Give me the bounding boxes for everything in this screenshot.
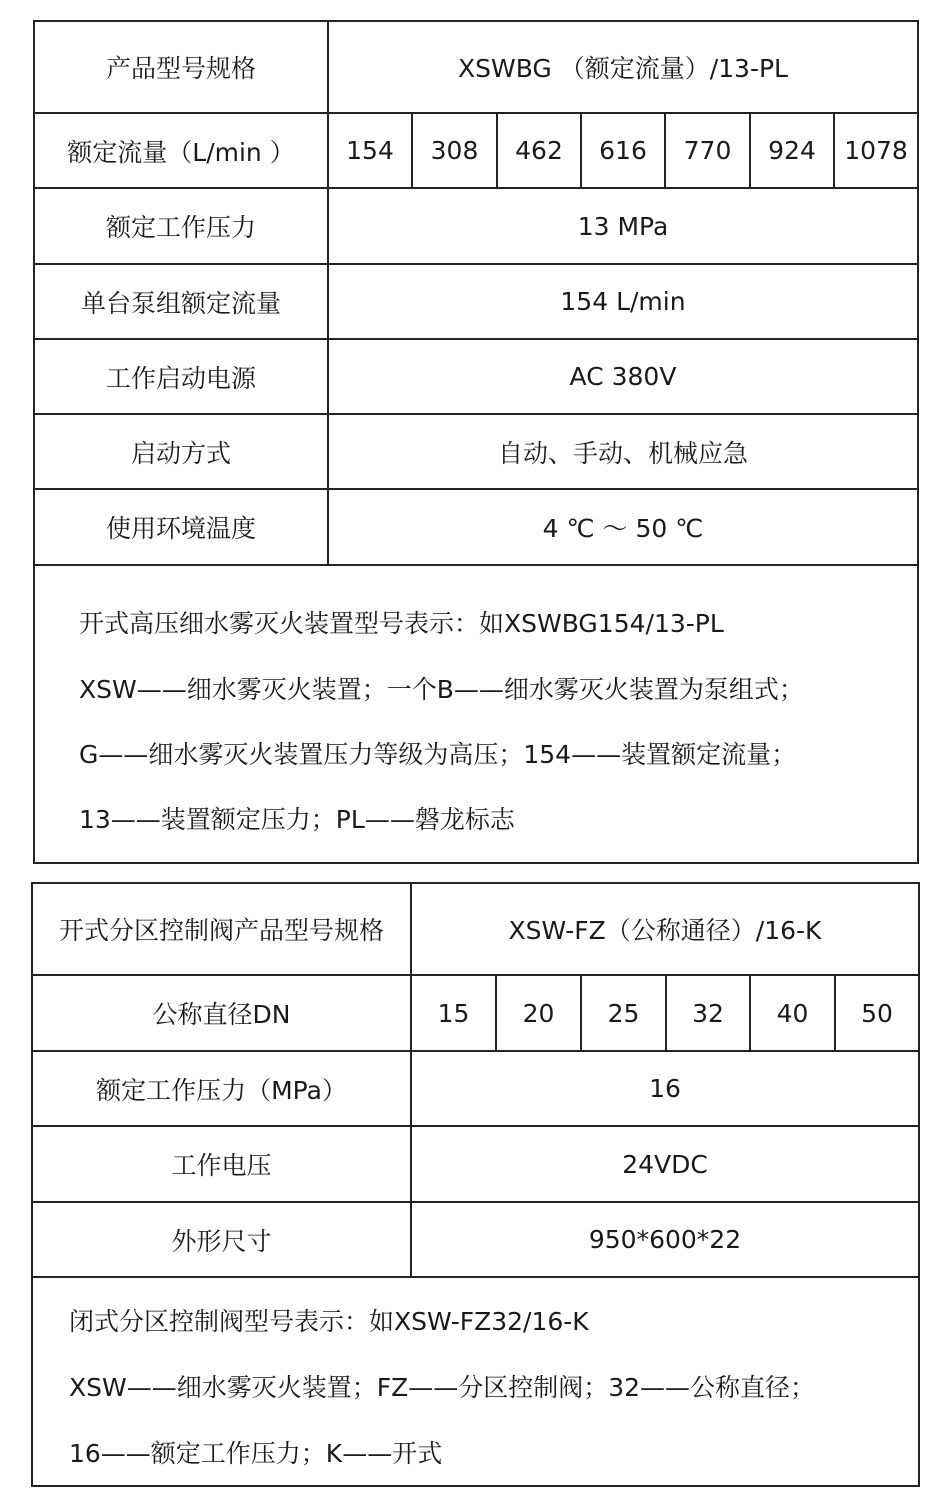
table-row bbox=[33, 1203, 918, 1278]
dn-value: 20 bbox=[497, 976, 582, 1050]
note-line: 闭式分区控制阀型号表示：如XSW-FZ32/16-K bbox=[69, 1307, 589, 1336]
table-row bbox=[33, 1127, 918, 1203]
table-row bbox=[33, 1052, 918, 1127]
row-value: 自动、手动、机械应急 bbox=[497, 438, 748, 468]
row-value: 154 L/min bbox=[560, 287, 686, 316]
flow-value: 770 bbox=[666, 114, 751, 187]
table-row bbox=[35, 490, 917, 566]
note-line: 开式高压细水雾灭火装置型号表示：如XSWBG154/13-PL bbox=[79, 609, 724, 638]
row-value: 950*600*22 bbox=[588, 1225, 742, 1254]
flow-value: 924 bbox=[751, 114, 835, 187]
table-row bbox=[35, 415, 917, 490]
row-label: 外形尺寸 bbox=[33, 1203, 412, 1276]
note-line: 16——额定工作压力；K——开式 bbox=[69, 1439, 443, 1468]
flow-value: 308 bbox=[413, 114, 498, 187]
row-label: 启动方式 bbox=[35, 415, 329, 488]
table-row bbox=[35, 265, 917, 340]
row-value: 4 ℃ ～ 50 ℃ bbox=[542, 514, 704, 543]
note-line: 13——装置额定压力；PL——磐龙标志 bbox=[79, 805, 515, 834]
row-label: 开式分区控制阀产品型号规格 bbox=[33, 884, 412, 974]
flow-value: 1078 bbox=[844, 136, 908, 165]
model-notes bbox=[35, 566, 917, 862]
row-value: AC 380V bbox=[569, 362, 677, 391]
row-value: XSWBG （额定流量）/13-PL bbox=[457, 54, 788, 83]
row-label: 额定流量（L/min ） bbox=[35, 114, 329, 187]
row-value: 13 MPa bbox=[577, 211, 669, 241]
row-value: 24VDC bbox=[622, 1149, 708, 1179]
table-row bbox=[35, 22, 917, 114]
row-label: 额定工作压力 bbox=[35, 189, 329, 263]
note-line: XSW——细水雾灭火装置；一个B——细水雾灭火装置为泵组式； bbox=[79, 675, 804, 704]
row-value: XSW-FZ（公称通径）/16-K bbox=[508, 916, 822, 945]
note-line: XSW——细水雾灭火装置；FZ——分区控制阀；32——公称直径； bbox=[69, 1373, 816, 1402]
row-label: 工作启动电源 bbox=[35, 340, 329, 413]
dn-value: 15 bbox=[412, 976, 497, 1050]
dn-value: 40 bbox=[751, 976, 836, 1050]
table-row bbox=[35, 340, 917, 415]
row-label: 单台泵组额定流量 bbox=[35, 265, 329, 338]
table-row bbox=[35, 114, 917, 189]
flow-value: 154 bbox=[329, 114, 413, 187]
row-label: 使用环境温度 bbox=[35, 490, 329, 564]
table-row bbox=[35, 189, 917, 265]
table-row bbox=[33, 884, 918, 976]
row-label: 额定工作压力（MPa） bbox=[33, 1052, 412, 1125]
row-label: 工作电压 bbox=[33, 1127, 412, 1201]
row-label: 公称直径DN bbox=[33, 976, 412, 1050]
model-notes bbox=[33, 1278, 918, 1485]
flow-value: 616 bbox=[582, 114, 666, 187]
spec-table-pump-unit bbox=[33, 20, 919, 864]
dn-value: 25 bbox=[582, 976, 667, 1050]
dn-value: 32 bbox=[667, 976, 751, 1050]
spec-table-zone-valve bbox=[31, 882, 920, 1487]
table-row bbox=[33, 976, 918, 1052]
flow-value: 462 bbox=[498, 114, 582, 187]
dn-value: 50 bbox=[861, 998, 893, 1028]
note-line: G——细水雾灭火装置压力等级为高压；154——装置额定流量； bbox=[79, 740, 797, 769]
row-value: 16 bbox=[649, 1074, 681, 1103]
row-label: 产品型号规格 bbox=[35, 22, 329, 112]
